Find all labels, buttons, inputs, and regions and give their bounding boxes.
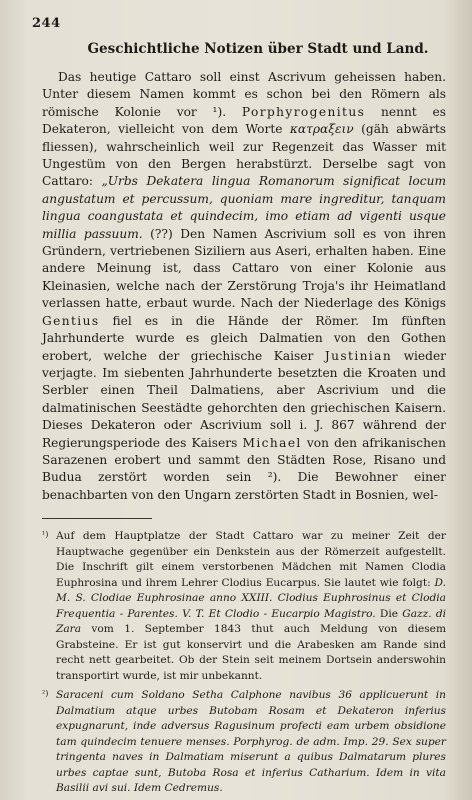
spaced-name: Justinian (324, 348, 393, 363)
footnotes (42, 529, 446, 797)
text-run: von den afrikanischen Sarazenen erobert und sammt den Städten Rose, Risano und Budua zerstört worden sein ²). Die Bewohner einer benachbarten von den Ungarn zerstörten Stadt in Bosnien, wel- (42, 435, 446, 502)
main-paragraph (42, 69, 446, 504)
text-run: nennt es Dekateron, vielleicht von dem Worte (42, 104, 446, 137)
text-run: (gäh abwärts fliessen), wahrscheinlich weil zur Regenzeit das Wasser mit Ungestüm von den Bergen herabstürzt. Derselbe sagt von Cattaro: (42, 122, 447, 189)
footnote-divider (42, 518, 152, 519)
page-number: 244 (32, 16, 61, 31)
text-run: fiel es in die Hände der Römer. Im fünften Jahrhunderte wurde es gleich Dalmatien von den Gothen erobert, welche der griechische Kaiser (42, 313, 446, 363)
footnote-text: Die (375, 607, 403, 620)
text-run: Das heutige Cattaro soll einst Ascrivum geheissen haben. Unter diesem Namen kommt es schon bei den Römern als römische Kolonie vor ¹). (42, 70, 446, 119)
spaced-name: Gentius (42, 313, 100, 328)
spaced-name: Porphyrogenitus (241, 104, 366, 119)
inscription-text: D. M. S. Clodiae Euphrosinae anno XXIII. Clodius Euphrosinus et Clodia Frequentia - Parentes. V. T. Et Clodio - Eucarpio Magistro. (56, 576, 446, 620)
text-run: wieder verjagte. Im siebenten Jahrhunderte besetzten die Kroaten und Serbler einen Theil Dalmatiens, aber Ascrivium und die dalmatinischen Seestädte gehorchten den griechischen Kaisern. Dieses Dekateron oder Ascrivium soll i. J. 867 während der Regierungsperiode des Kaisers (42, 348, 446, 450)
spaced-name: Michael (242, 435, 302, 450)
footnote-mark: ²) (42, 689, 49, 699)
page-title: Geschichtliche Notizen über Stadt und Land. (87, 41, 429, 57)
footnote-text: Auf dem Hauptplatze der Stadt Cattaro war zu meiner Zeit der Hauptwache gegenüber ein Denkstein aus der Römerzeit aufgestellt. Die Inschrift gilt einem verstorbenen Mädchen mit Namen Clodia Euphrosina und ihrem Lehrer Clodius Eucarpus. Sie lautet wie folgt: (56, 530, 446, 589)
latin-quote: „Urbs Dekatera lingua Romanorum significat locum angustatum et percussum, quoniam mare ingreditur, tanquam lingua coangustata et quindecim, imo etiam ad vigenti usque millia passuum. (42, 174, 447, 241)
footnote-text: Saraceni cum Soldano Setha Calphone navibus 36 applicuerunt in Dalmatium atque urbes Butobam Rosam et Dekateron inferius expugnarunt, inde adversus Ragusinum profecti eam urbem obsidione tam quindecim tenuere menses. Porphyrog. de adm. Imp. 29. Sex super tringenta naves in Dalmatiam miserunt a quibus Dalmatarum plures urbes captae sunt, Butoba Rosa et inferius Catharium. Idem in vita Basilii avi sui. Idem Cedremus. (56, 689, 446, 795)
footnote-2 (42, 688, 446, 797)
text-run: (??) Den Namen Ascrivium soll es von ihren Gründern, vertriebenen Siziliern aus Aseri, erhalten haben. Eine andere Meinung ist, dass Cattaro von einer Kolonie aus Kleinasien, welche nach der Zerstörung Troja's ihr Heimatland verlassen hatte, erbaut wurde. Nach der Niederlage des Königs (42, 226, 447, 311)
footnote-1 (42, 529, 446, 684)
newspaper-title: Gazz. di Zara (56, 607, 446, 636)
footnote-text: vom 1. September 1843 thut auch Meldung von diesem Grabsteine. Er ist gut konservirt und die Arabesken am Rande sind recht nett gearbeitet. Ob der Stein seit meinem Dortsein anderswohin transportirt wurde, ist mir unbekannt. (56, 623, 446, 682)
greek-word: κατραξειν (289, 122, 354, 137)
footnote-mark: ¹) (42, 530, 49, 540)
